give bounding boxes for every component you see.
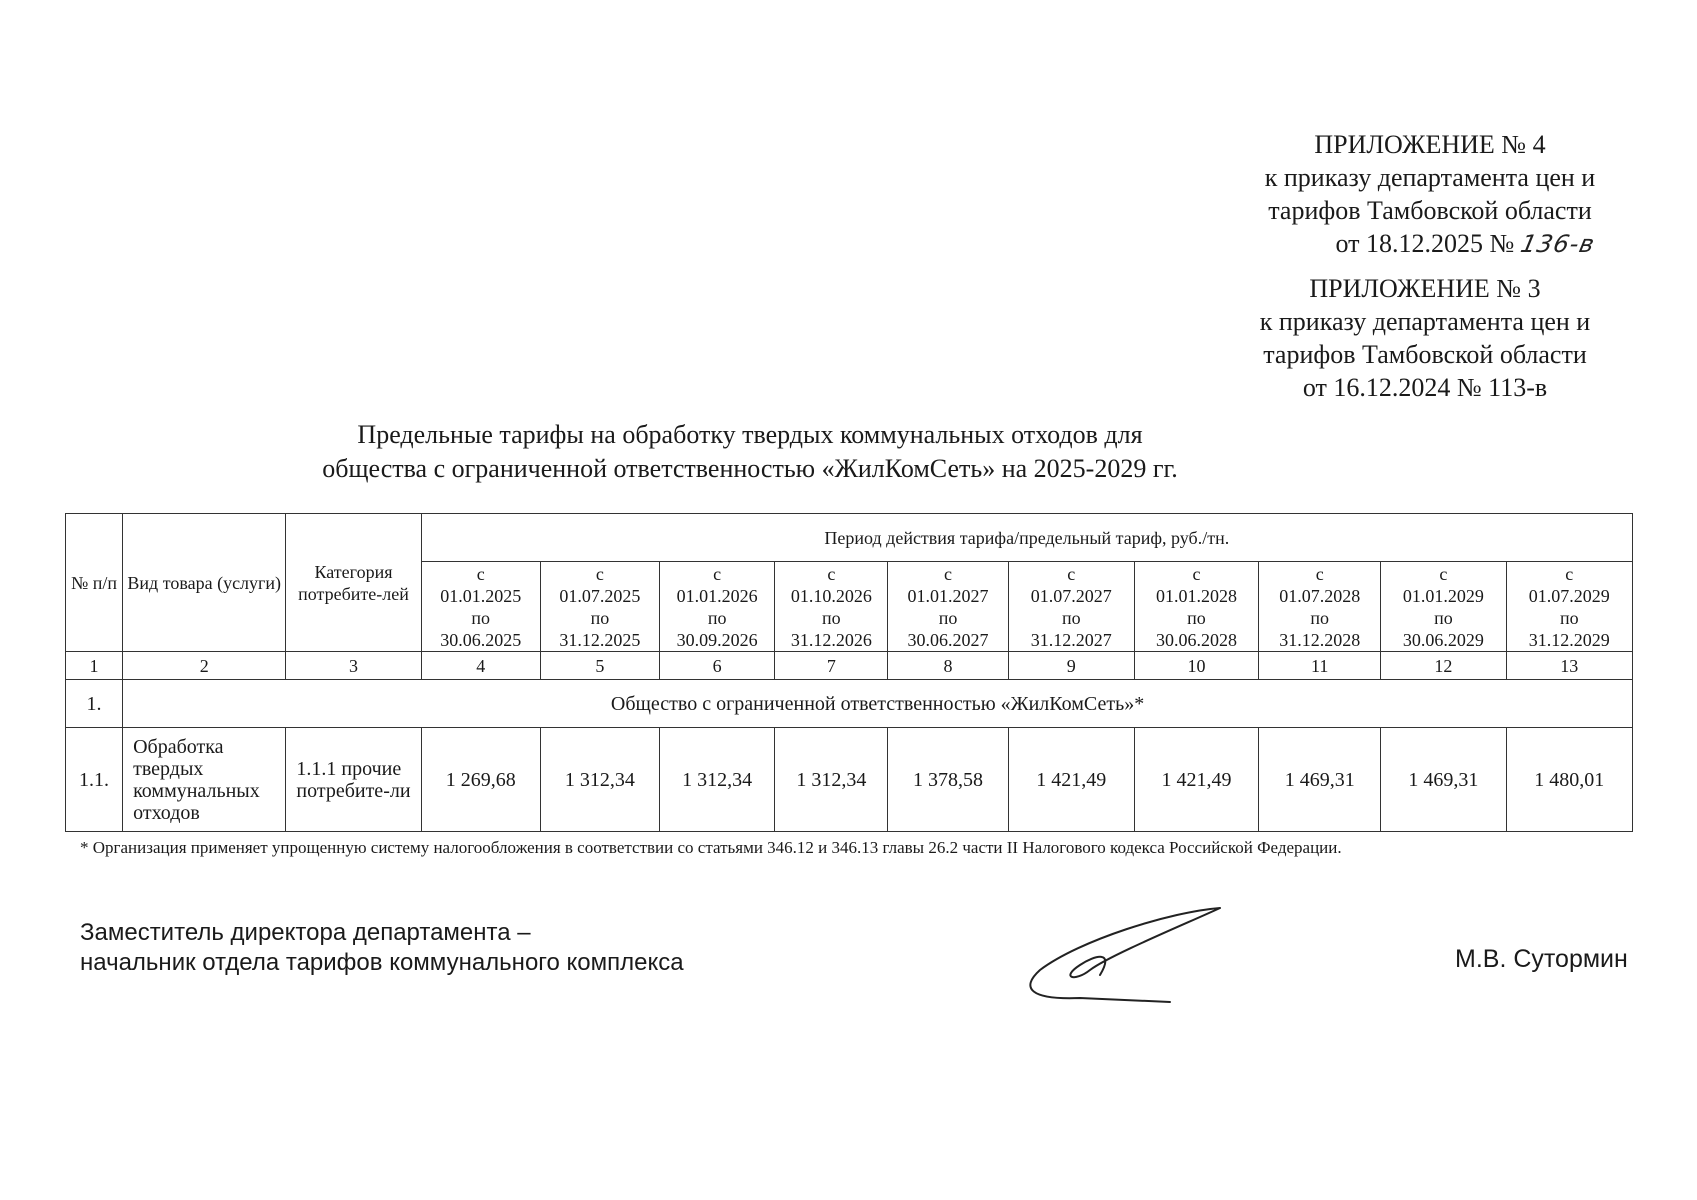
signer-name: М.В. Сутормин [1455, 945, 1628, 973]
period-c: с [827, 563, 836, 584]
period-header-7 [1134, 562, 1258, 652]
signer-position-line1: Заместитель директора департамента – [80, 919, 531, 946]
column-number-row [66, 652, 1633, 680]
tariff-value: 1 269,68 [421, 728, 540, 832]
period-header-4 [775, 562, 888, 652]
period-from: 01.01.2028 [1155, 585, 1237, 606]
appendix-4-title: ПРИЛОЖЕНИЕ № 4 [1314, 130, 1546, 159]
period-po: по [822, 607, 841, 628]
period-c: с [1439, 563, 1448, 584]
tariff-value: 1 480,01 [1506, 728, 1632, 832]
period-po: по [1434, 607, 1453, 628]
column-number: 3 [286, 652, 421, 680]
period-to: 30.06.2027 [907, 629, 989, 650]
period-from: 01.10.2026 [790, 585, 872, 606]
column-number: 10 [1134, 652, 1258, 680]
period-from: 01.01.2025 [440, 585, 522, 606]
column-number: 1 [66, 652, 123, 680]
period-header-6 [1008, 562, 1134, 652]
period-c: с [944, 563, 953, 584]
footnote: * Организация применяет упрощенную систему налогообложения в соответствии со статьями 346.12 и 346.13 главы 26.2 части II Налогового кодекса Российской Федерации. [80, 838, 1342, 857]
signature-icon [1020, 900, 1240, 1010]
tariff-value: 1 312,34 [660, 728, 775, 832]
period-to: 30.06.2028 [1155, 629, 1237, 650]
period-to: 30.06.2025 [440, 629, 522, 650]
document-title [200, 418, 1300, 486]
period-from: 01.07.2029 [1528, 585, 1610, 606]
period-c: с [1192, 563, 1201, 584]
header-period-group: Период действия тарифа/предельный тариф, руб./тн. [421, 514, 1632, 562]
header-num: № п/п [66, 514, 123, 652]
appendix-4-date-line [1220, 227, 1640, 261]
appendix-3-line1: к приказу департамента цен и [1259, 307, 1591, 336]
appendix-3-block [1210, 272, 1640, 404]
column-number: 9 [1008, 652, 1134, 680]
section-num: 1. [66, 680, 123, 728]
period-from: 01.01.2026 [676, 585, 758, 606]
period-po: по [1061, 607, 1081, 628]
period-from: 01.01.2029 [1402, 585, 1484, 606]
column-number: 12 [1381, 652, 1506, 680]
period-header-2 [540, 562, 659, 652]
period-c: с [1565, 563, 1574, 584]
row-num: 1.1. [66, 728, 123, 832]
period-header-3 [660, 562, 775, 652]
header-category: Категория потребите-лей [286, 514, 421, 652]
period-header-5 [888, 562, 1008, 652]
tariff-value: 1 469,31 [1381, 728, 1506, 832]
row-category: 1.1.1 прочие потребите-ли [286, 728, 421, 832]
column-number: 11 [1259, 652, 1381, 680]
appendix-3-line2: тарифов Тамбовской области [1263, 340, 1587, 369]
signer-position-line2: начальник отдела тарифов коммунального комплекса [80, 949, 684, 976]
column-number: 6 [660, 652, 775, 680]
period-po: по [471, 607, 491, 628]
period-header-10 [1506, 562, 1632, 652]
tariff-value: 1 312,34 [540, 728, 659, 832]
column-number: 13 [1506, 652, 1632, 680]
appendix-4-date: от 18.12.2025 № [1335, 229, 1515, 258]
period-to: 31.12.2027 [1030, 629, 1112, 650]
document-title-line2: общества с ограниченной ответственностью «ЖилКомСеть» на 2025-2029 гг. [322, 454, 1178, 483]
period-to: 31.12.2029 [1528, 629, 1610, 650]
period-to: 31.12.2028 [1279, 629, 1361, 650]
column-number: 5 [540, 652, 659, 680]
period-to: 30.09.2026 [676, 629, 758, 650]
tariff-value: 1 421,49 [1134, 728, 1258, 832]
section-row [66, 680, 1633, 728]
appendix-4-line1: к приказу департамента цен и [1264, 163, 1596, 192]
tariff-value: 1 312,34 [775, 728, 888, 832]
column-number: 4 [421, 652, 540, 680]
column-number: 8 [888, 652, 1008, 680]
tariff-value: 1 378,58 [888, 728, 1008, 832]
period-from: 01.07.2027 [1030, 585, 1112, 606]
period-po: по [938, 607, 958, 628]
table-row [66, 728, 1633, 832]
tariff-value: 1 469,31 [1259, 728, 1381, 832]
column-number: 7 [775, 652, 888, 680]
period-c: с [476, 563, 485, 584]
period-c: с [1315, 563, 1324, 584]
document-title-line1: Предельные тарифы на обработку твердых коммунальных отходов для [357, 420, 1143, 449]
appendix-4-line2: тарифов Тамбовской области [1268, 196, 1592, 225]
period-po: по [590, 607, 610, 628]
period-po: по [1559, 607, 1579, 628]
column-number: 2 [123, 652, 286, 680]
period-po: по [1310, 607, 1330, 628]
period-to: 31.12.2026 [790, 629, 872, 650]
period-c: с [595, 563, 604, 584]
tariff-table [65, 513, 1633, 832]
appendix-4-block [1220, 128, 1640, 261]
appendix-3-title: ПРИЛОЖЕНИЕ № 3 [1309, 274, 1541, 303]
period-to: 31.12.2025 [559, 629, 641, 650]
period-po: по [707, 607, 727, 628]
period-from: 01.01.2027 [907, 585, 989, 606]
appendix-4-handwritten-number: 136-в [1517, 230, 1598, 258]
period-c: с [1067, 563, 1076, 584]
period-header-1 [421, 562, 540, 652]
period-to: 30.06.2029 [1402, 629, 1484, 650]
period-header-8 [1259, 562, 1381, 652]
header-product: Вид товара (услуги) [123, 514, 286, 652]
appendix-3-date-line: от 16.12.2024 № 113-в [1302, 373, 1548, 402]
period-from: 01.07.2028 [1279, 585, 1361, 606]
period-header-9 [1381, 562, 1506, 652]
period-po: по [1187, 607, 1206, 628]
section-label: Общество с ограниченной ответственностью «ЖилКомСеть»* [123, 680, 1633, 728]
row-product: Обработка твердых коммунальных отходов [123, 728, 286, 832]
tariff-value: 1 421,49 [1008, 728, 1134, 832]
period-c: с [713, 563, 722, 584]
signer-position [80, 918, 684, 978]
period-from: 01.07.2025 [559, 585, 641, 606]
